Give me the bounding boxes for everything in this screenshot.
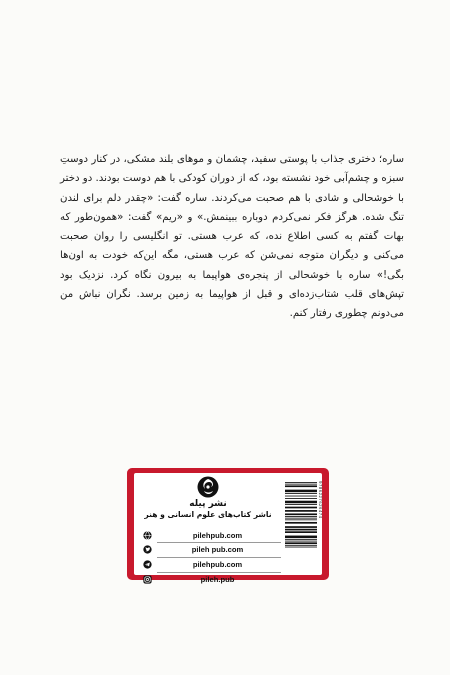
barcode-bar (285, 501, 317, 504)
contact-text: pileh.pub (200, 574, 235, 584)
barcode-bar (285, 547, 317, 548)
web-icon (143, 531, 152, 540)
barcode-bar (285, 542, 317, 544)
barcode-bar (285, 510, 317, 512)
contact-list (143, 528, 283, 586)
publisher-logo-block (134, 476, 282, 520)
twitter-icon (143, 545, 152, 554)
blurb-text: ساره؛ دختری جذاب با پوستی سفید، چشمان و موهای بلند مشکی، در کنار دوستِ سبزه و چشم‌آبی خود نشسته بود، که از دوران کودکی با هم دوست بودند. دو دختر با خوشحالی و شادی با هم صحبت می‌کردند. ساره گفت: «چقدر دلم برای لندن تنگ شده. هرگز فکر نمی‌کردم دوباره ببینمش.» و «ریم» گفت: «همون‌طور که بهات گفتم به کسی اطلاع نده، که عرب هستی. تو انگلیسی را روان صحبت می‌کنی و دیگران متوجه نمی‌شن که عرب هستی، مگه این‌که خودت به اون‌ها بگی!» ساره با خوشحالی از پنجره‌ی هواپیما به بیرون نگاه کرد. نزدیک بود تپش‌های قلب شتاب‌زده‌ای و قبل از هواپیما به زمین برسد. نگران نباش من می‌دونم چطوری رفتار کنم. (60, 154, 404, 320)
publisher-label (127, 468, 329, 584)
barcode-bar (285, 541, 317, 542)
barcode-bar (285, 526, 317, 528)
barcode-bar (285, 531, 317, 533)
barcode-bar (285, 519, 317, 520)
barcode-bar (285, 490, 317, 493)
contact-text: pilehpub.com (192, 530, 243, 540)
barcode-bar (285, 482, 317, 483)
pileh-logo-icon (197, 476, 219, 498)
barcode-bar (285, 516, 317, 517)
publisher-name: نشر پیله (189, 499, 227, 509)
contact-telegram (143, 558, 283, 572)
publisher-tagline: ناشر کتاب‌های علوم انسانی و هنر (144, 510, 272, 519)
barcode-bar (285, 539, 317, 540)
barcode-bar (285, 498, 317, 499)
instagram-icon (143, 575, 152, 584)
isbn-number: 9786227626474 (317, 481, 322, 519)
barcode-bar (285, 507, 317, 509)
telegram-icon (143, 560, 152, 569)
isbn-barcode (284, 480, 318, 568)
contact-twitter (143, 543, 283, 557)
barcode-bar (285, 529, 317, 531)
publisher-label-inner (134, 473, 322, 584)
barcode-bar (285, 485, 317, 487)
contact-website (143, 528, 283, 542)
barcode-bar (285, 496, 317, 497)
barcode-bar (285, 513, 317, 515)
back-cover-blurb (60, 150, 404, 324)
barcode-bar (285, 545, 317, 546)
contact-instagram (143, 572, 283, 586)
barcode-bar (285, 504, 317, 505)
barcode-bar (285, 493, 317, 494)
barcode-bar (285, 518, 317, 519)
barcode-bar (285, 484, 317, 485)
contact-text: pilehpub.com (192, 560, 243, 570)
contact-text: pileh pub.com (191, 545, 244, 555)
barcode-bar (285, 522, 317, 524)
barcode-bar (285, 536, 317, 539)
barcode-bars (284, 480, 318, 568)
